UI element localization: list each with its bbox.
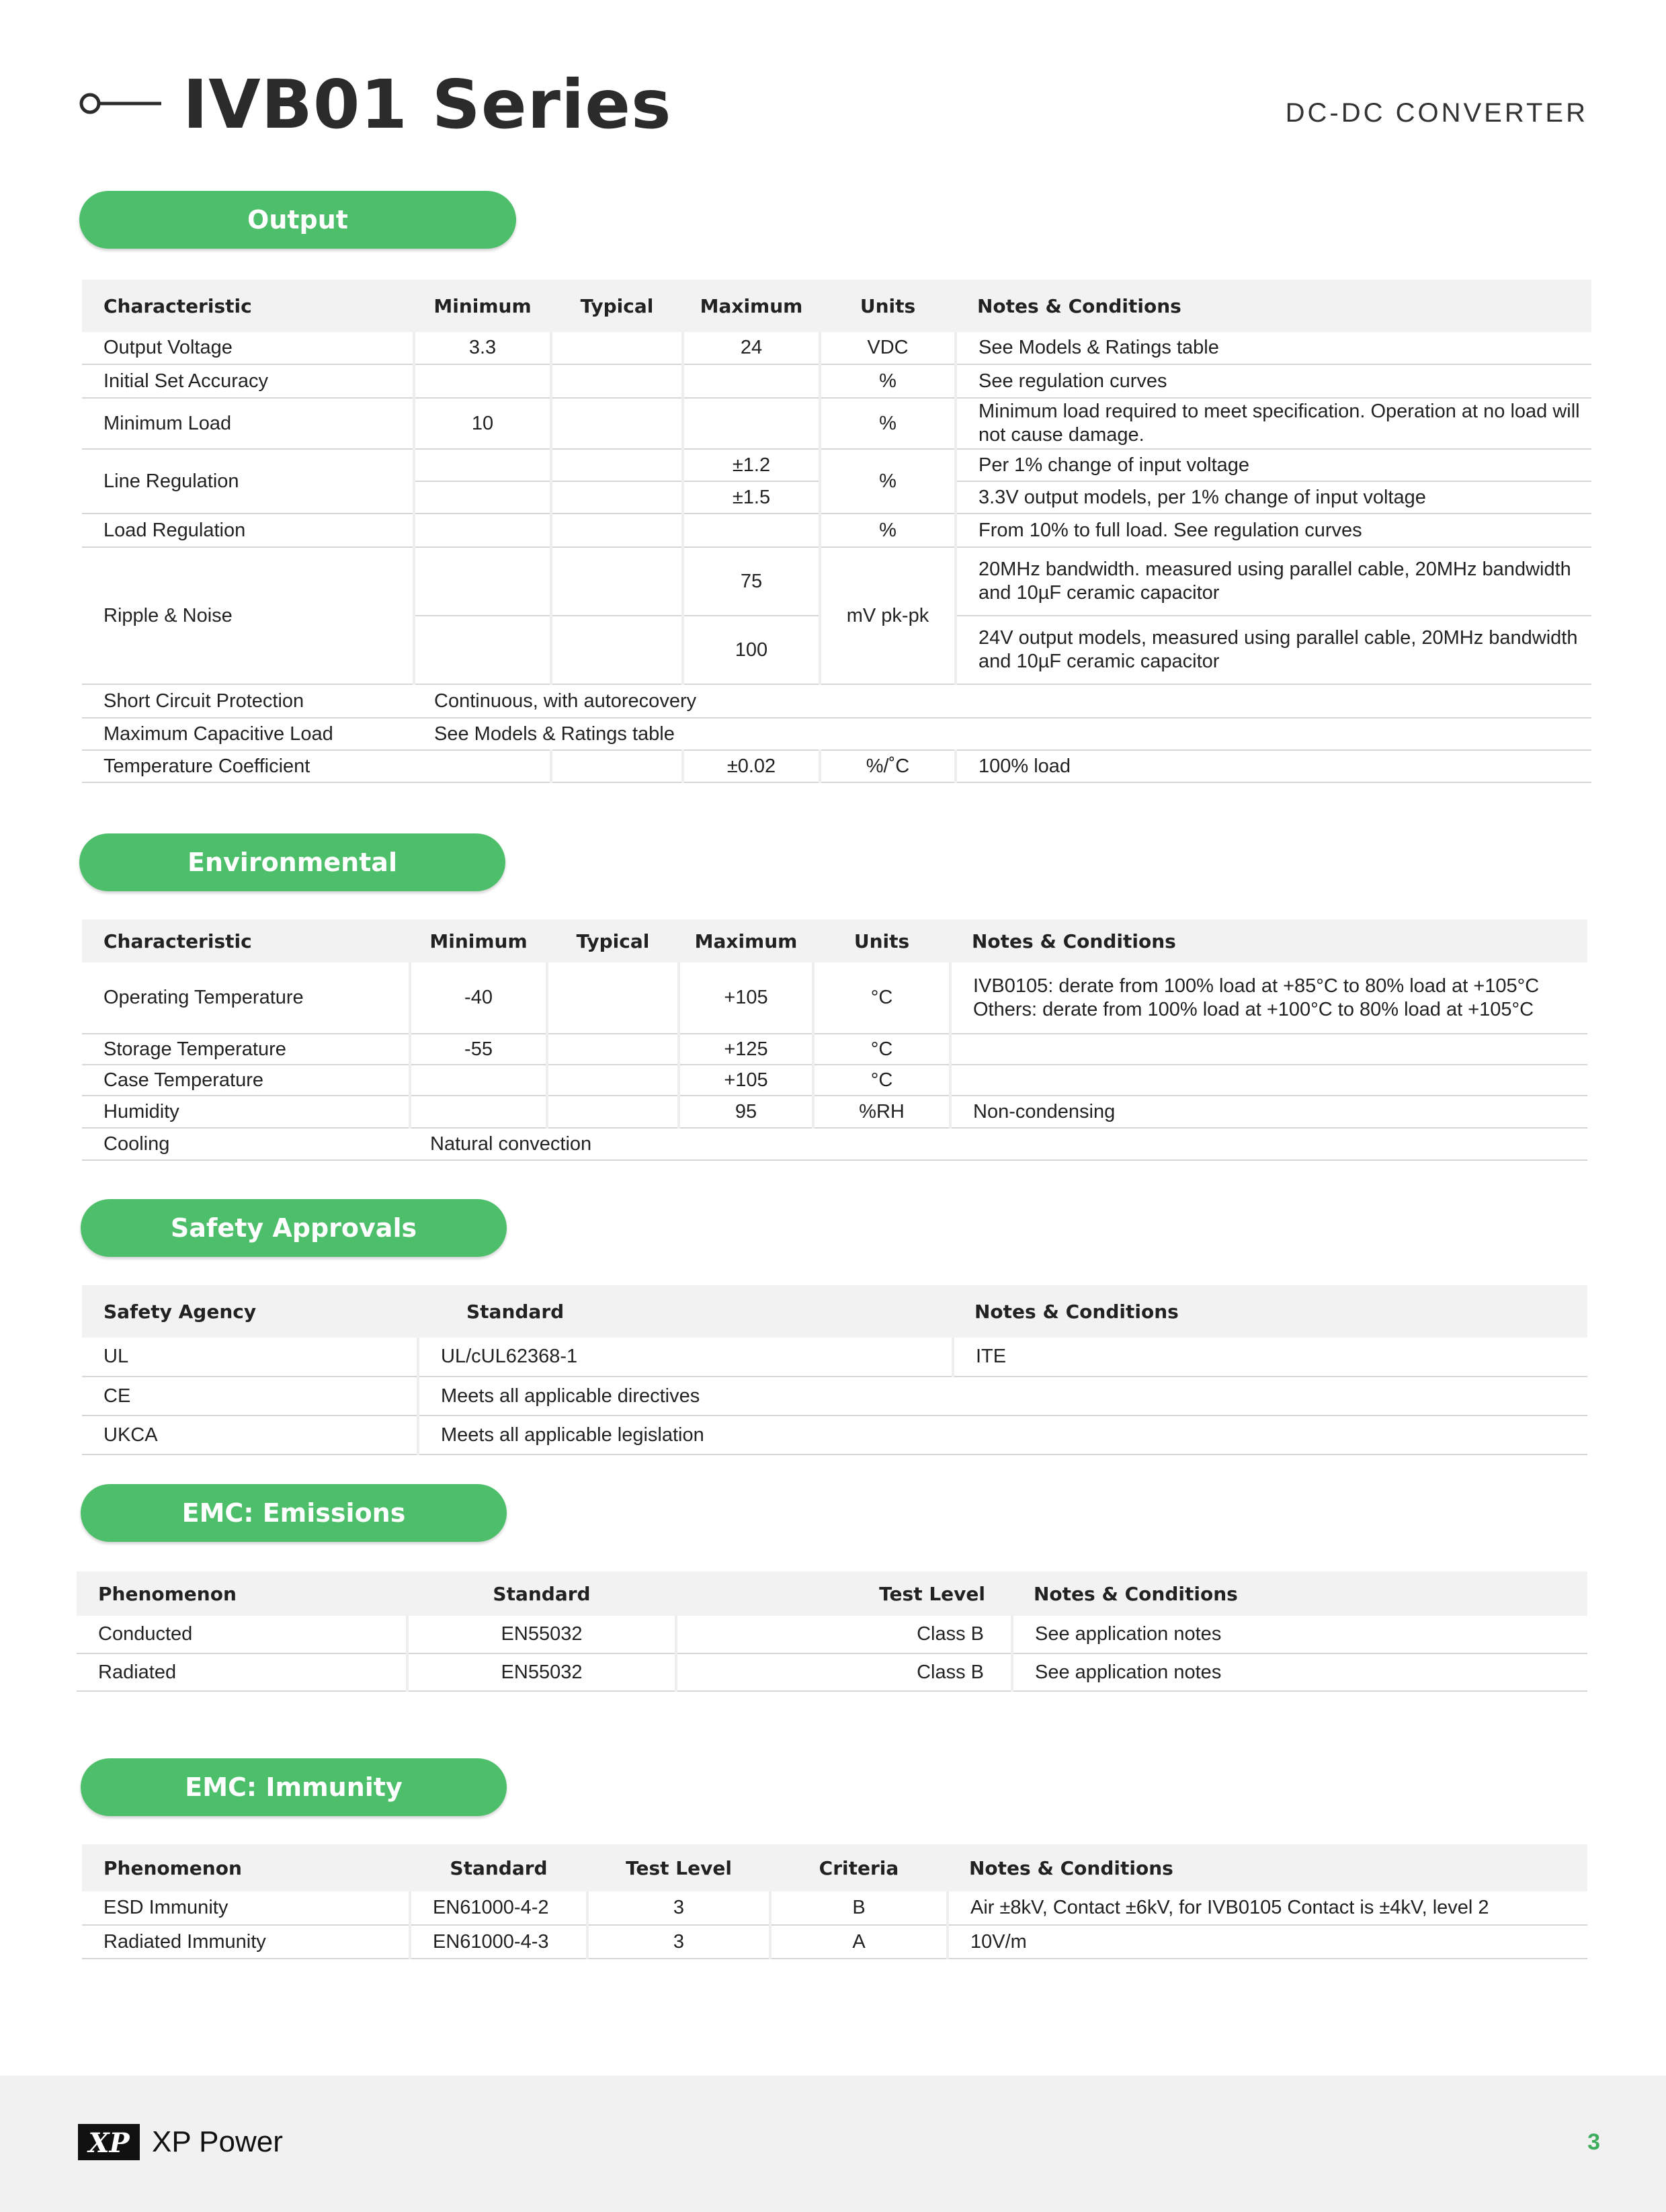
notes-cell: 24V output models, measured using parallel cable, 20MHz bandwidth and 10µF ceramic capacitor	[956, 616, 1591, 684]
notes-cell: See Models & Ratings table	[956, 332, 1591, 364]
value-cell: Continuous, with autorecovery	[414, 684, 1591, 718]
column-header: Typical	[547, 919, 679, 962]
standard-cell: EN61000-4-2	[410, 1891, 587, 1925]
column-header: Typical	[551, 280, 683, 332]
table-header-row	[82, 1844, 1587, 1891]
table-row	[82, 332, 1591, 364]
minimum-cell	[410, 1065, 547, 1096]
table-row	[82, 1128, 1587, 1160]
minimum-cell	[414, 750, 551, 782]
column-header: Safety Agency	[82, 1285, 418, 1338]
notes-line: IVB0105: derate from 100% load at +85°C to 80% load at +105°C	[973, 975, 1540, 997]
maximum-cell	[683, 364, 820, 398]
notes-cell: From 10% to full load. See regulation curves	[956, 514, 1591, 547]
level-cell: Class B	[676, 1653, 1012, 1691]
characteristic-cell: Output Voltage	[82, 332, 414, 364]
column-header: Test Level	[587, 1844, 770, 1891]
section-pill-emissions: EMC: Emissions	[81, 1484, 507, 1542]
characteristic-cell: Case Temperature	[82, 1065, 410, 1096]
units-cell: °C	[813, 1065, 950, 1096]
notes-cell	[950, 962, 1587, 1034]
minimum-cell: 3.3	[414, 332, 551, 364]
table-row	[82, 514, 1591, 547]
notes-cell: 100% load	[956, 750, 1591, 782]
maximum-cell: 100	[683, 616, 820, 684]
notes-cell: 10V/m	[948, 1925, 1587, 1959]
maximum-cell: ±1.2	[683, 449, 820, 481]
level-cell: 3	[587, 1925, 770, 1959]
characteristic-cell: Operating Temperature	[82, 962, 410, 1034]
page-subtitle: DC-DC CONVERTER	[1285, 98, 1588, 128]
column-header: Criteria	[770, 1844, 948, 1891]
maximum-cell: +105	[679, 1065, 813, 1096]
notes-cell	[950, 1034, 1587, 1065]
immunity-table	[82, 1844, 1587, 1959]
units-cell: %	[820, 514, 956, 547]
table-row	[82, 1416, 1587, 1455]
characteristic-cell: Initial Set Accuracy	[82, 364, 414, 398]
typical-cell	[551, 332, 683, 364]
table-row	[82, 1096, 1587, 1128]
standard-cell: Meets all applicable legislation	[418, 1416, 1587, 1455]
characteristic-cell: Cooling	[82, 1128, 410, 1160]
level-cell: Class B	[676, 1616, 1012, 1653]
emissions-table	[77, 1571, 1587, 1692]
typical-cell	[547, 1065, 679, 1096]
criteria-cell: A	[770, 1925, 948, 1959]
notes-cell: See application notes	[1012, 1653, 1587, 1691]
minimum-cell	[414, 547, 551, 616]
units-cell: mV pk-pk	[820, 547, 956, 684]
table-row	[82, 1065, 1587, 1096]
agency-cell: CE	[82, 1377, 418, 1416]
units-cell: %	[820, 364, 956, 398]
units-cell: %	[820, 398, 956, 449]
typical-cell	[551, 514, 683, 547]
phenomenon-cell: ESD Immunity	[82, 1891, 410, 1925]
xp-power-logo-icon	[78, 2124, 140, 2160]
minimum-cell	[414, 364, 551, 398]
characteristic-cell: Short Circuit Protection	[82, 684, 414, 718]
minimum-cell	[414, 449, 551, 481]
minimum-cell	[414, 616, 551, 684]
agency-cell: UKCA	[82, 1416, 418, 1455]
standard-cell: Meets all applicable directives	[418, 1377, 1587, 1416]
notes-cell: Minimum load required to meet specification. Operation at no load will not cause damage.	[956, 398, 1591, 449]
table-row	[82, 1338, 1587, 1377]
notes-cell: See application notes	[1012, 1616, 1587, 1653]
notes-cell: ITE	[953, 1338, 1587, 1377]
maximum-cell	[683, 398, 820, 449]
logo-text: XP	[88, 2127, 130, 2159]
minimum-cell	[414, 481, 551, 514]
phenomenon-cell: Radiated	[77, 1653, 407, 1691]
table-header-row	[82, 1285, 1587, 1338]
units-cell: %/˚C	[820, 750, 956, 782]
minimum-cell	[410, 1096, 547, 1128]
table-row	[82, 684, 1591, 718]
units-cell: °C	[813, 1034, 950, 1065]
characteristic-cell: Line Regulation	[82, 449, 414, 514]
notes-cell: 3.3V output models, per 1% change of input voltage	[956, 481, 1591, 514]
agency-cell: UL	[82, 1338, 418, 1377]
safety-table	[82, 1285, 1587, 1455]
connector-icon	[78, 91, 161, 116]
column-header: Standard	[407, 1571, 676, 1616]
notes-cell: Per 1% change of input voltage	[956, 449, 1591, 481]
section-pill-environmental: Environmental	[79, 833, 505, 891]
characteristic-cell: Load Regulation	[82, 514, 414, 547]
table-header-row	[82, 280, 1591, 332]
column-header: Notes & Conditions	[953, 1285, 1587, 1338]
table-row	[77, 1616, 1587, 1653]
characteristic-cell: Maximum Capacitive Load	[82, 718, 414, 750]
typical-cell	[551, 364, 683, 398]
notes-cell: Air ±8kV, Contact ±6kV, for IVB0105 Contact is ±4kV, level 2	[948, 1891, 1587, 1925]
page-number: 3	[1587, 2129, 1600, 2155]
units-cell: %RH	[813, 1096, 950, 1128]
table-row	[82, 547, 1591, 616]
characteristic-cell: Ripple & Noise	[82, 547, 414, 684]
units-cell: °C	[813, 962, 950, 1034]
table-row	[77, 1653, 1587, 1691]
column-header: Units	[820, 280, 956, 332]
column-header: Notes & Conditions	[948, 1844, 1587, 1891]
typical-cell	[551, 481, 683, 514]
value-cell: See Models & Ratings table	[414, 718, 1591, 750]
table-row	[82, 1891, 1587, 1925]
table-header-row	[77, 1571, 1587, 1616]
phenomenon-cell: Conducted	[77, 1616, 407, 1653]
level-cell: 3	[587, 1891, 770, 1925]
standard-cell: EN61000-4-3	[410, 1925, 587, 1959]
maximum-cell: +125	[679, 1034, 813, 1065]
page-title: IVB01 Series	[183, 65, 672, 144]
standard-cell: EN55032	[407, 1616, 676, 1653]
notes-cell: 20MHz bandwidth. measured using parallel cable, 20MHz bandwidth and 10µF ceramic capacitor	[956, 547, 1591, 616]
minimum-cell: -40	[410, 962, 547, 1034]
typical-cell	[551, 750, 683, 782]
typical-cell	[551, 398, 683, 449]
table-row	[82, 962, 1587, 1034]
brand-name: XP Power	[152, 2125, 283, 2158]
minimum-cell: -55	[410, 1034, 547, 1065]
column-header: Minimum	[414, 280, 551, 332]
table-row	[82, 449, 1591, 481]
maximum-cell: +105	[679, 962, 813, 1034]
section-pill-immunity: EMC: Immunity	[81, 1758, 507, 1816]
typical-cell	[547, 962, 679, 1034]
value-cell: Natural convection	[410, 1128, 1587, 1160]
column-header: Notes & Conditions	[1012, 1571, 1587, 1616]
maximum-cell: 75	[683, 547, 820, 616]
column-header: Test Level	[676, 1571, 1012, 1616]
phenomenon-cell: Radiated Immunity	[82, 1925, 410, 1959]
characteristic-cell: Temperature Coefficient	[82, 750, 414, 782]
units-cell: VDC	[820, 332, 956, 364]
table-row	[82, 398, 1591, 449]
notes-line: Others: derate from 100% load at +100°C to 80% load at +105°C	[973, 998, 1534, 1020]
maximum-cell	[683, 514, 820, 547]
notes-cell	[950, 1065, 1587, 1096]
table-row	[82, 750, 1591, 782]
maximum-cell: 24	[683, 332, 820, 364]
notes-cell: See regulation curves	[956, 364, 1591, 398]
column-header: Standard	[418, 1285, 953, 1338]
section-pill-output: Output	[79, 191, 516, 249]
table-header-row	[82, 919, 1587, 962]
characteristic-cell: Humidity	[82, 1096, 410, 1128]
column-header: Units	[813, 919, 950, 962]
column-header: Phenomenon	[82, 1844, 410, 1891]
column-header: Characteristic	[82, 919, 410, 962]
page-footer	[0, 2076, 1666, 2212]
typical-cell	[547, 1096, 679, 1128]
column-header: Characteristic	[82, 280, 414, 332]
column-header: Standard	[410, 1844, 587, 1891]
notes-cell: Non-condensing	[950, 1096, 1587, 1128]
environmental-table	[82, 919, 1587, 1161]
typical-cell	[547, 1034, 679, 1065]
maximum-cell: 95	[679, 1096, 813, 1128]
minimum-cell: 10	[414, 398, 551, 449]
typical-cell	[551, 616, 683, 684]
column-header: Phenomenon	[77, 1571, 407, 1616]
column-header: Notes & Conditions	[956, 280, 1591, 332]
minimum-cell	[414, 514, 551, 547]
characteristic-cell: Storage Temperature	[82, 1034, 410, 1065]
table-row	[82, 1034, 1587, 1065]
table-row	[82, 1925, 1587, 1959]
table-row	[82, 1377, 1587, 1416]
output-table	[82, 280, 1591, 783]
section-pill-safety: Safety Approvals	[81, 1199, 507, 1257]
column-header: Notes & Conditions	[950, 919, 1587, 962]
column-header: Maximum	[679, 919, 813, 962]
characteristic-cell: Minimum Load	[82, 398, 414, 449]
criteria-cell: B	[770, 1891, 948, 1925]
typical-cell	[551, 547, 683, 616]
maximum-cell: ±0.02	[683, 750, 820, 782]
table-row	[82, 718, 1591, 750]
column-header: Maximum	[683, 280, 820, 332]
table-row	[82, 364, 1591, 398]
standard-cell: EN55032	[407, 1653, 676, 1691]
units-cell: %	[820, 449, 956, 514]
typical-cell	[551, 449, 683, 481]
standard-cell: UL/cUL62368-1	[418, 1338, 953, 1377]
maximum-cell: ±1.5	[683, 481, 820, 514]
column-header: Minimum	[410, 919, 547, 962]
